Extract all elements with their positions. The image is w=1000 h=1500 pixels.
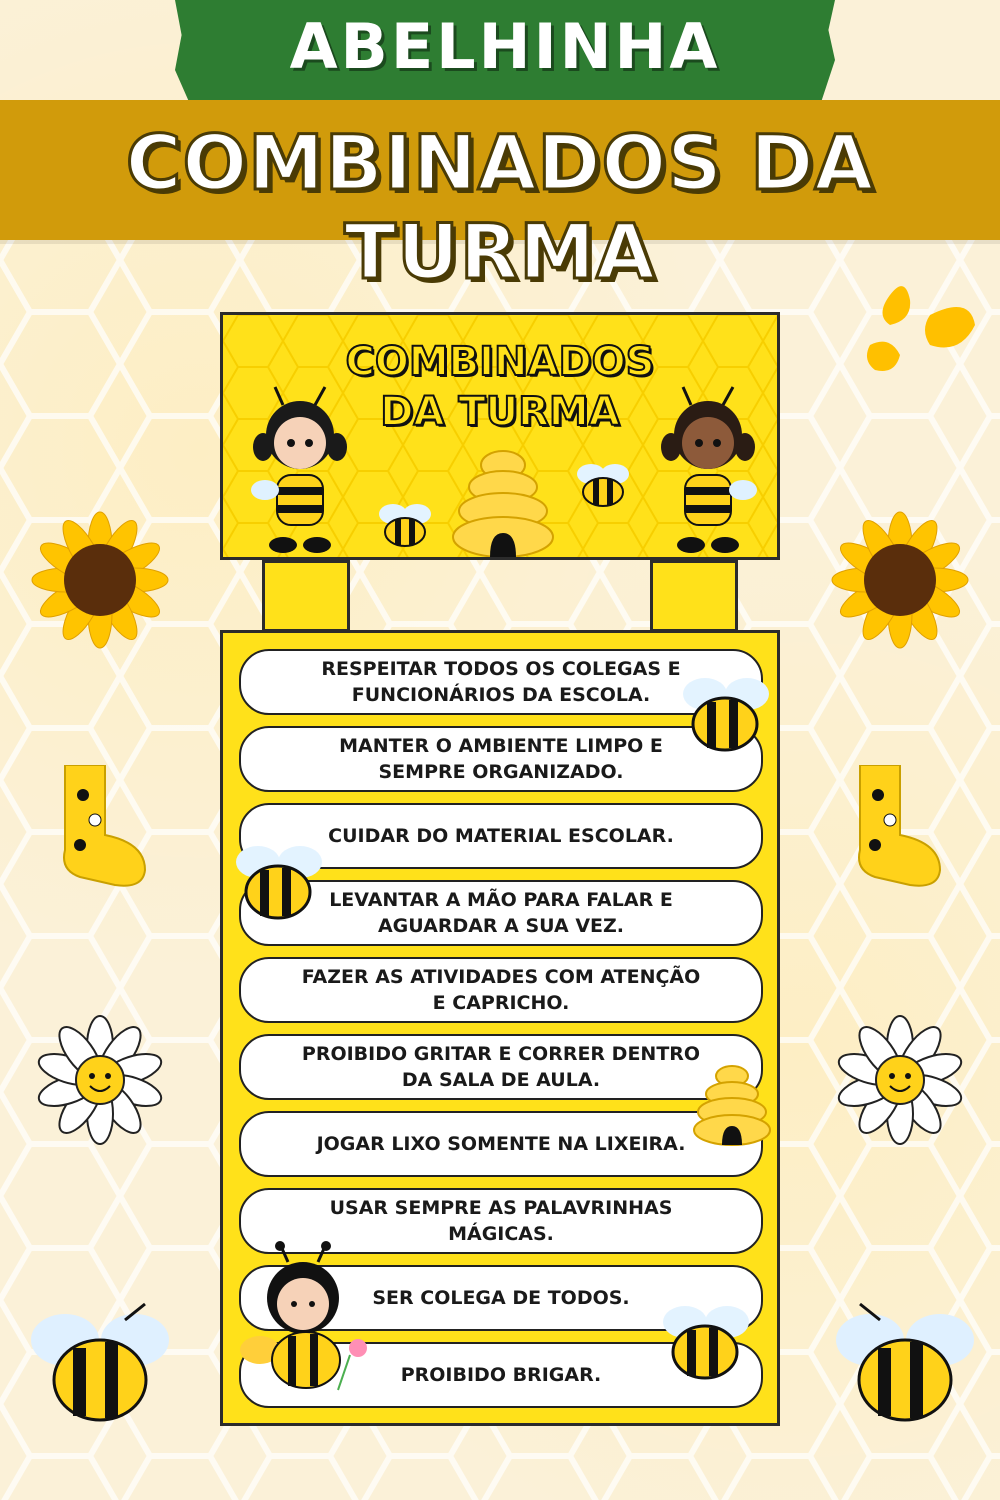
rule-text: JOGAR LIXO SOMENTE NA LIXEIRA. [316, 1133, 686, 1155]
bee-icon [675, 672, 775, 757]
sunflower-icon [830, 510, 970, 650]
bee-icon [830, 1300, 980, 1430]
sock-icon [850, 765, 945, 890]
bee-icon [655, 1300, 755, 1385]
main-title: COMBINADOS DA TURMA [125, 118, 875, 296]
bee-icon [25, 1300, 175, 1430]
top-title: ABELHINHA [289, 10, 721, 83]
rule-text: RESPEITAR TODOS OS COLEGAS E FUNCIONÁRIOS DA ESCOLA. [321, 658, 681, 706]
rule-item [239, 1111, 763, 1177]
rule-text: PROIBIDO GRITAR E CORRER DENTRO DA SALA DE AULA. [301, 1043, 701, 1091]
rule-item [239, 957, 763, 1023]
bee-icon [228, 840, 328, 925]
board-title-line2: DA TURMA [380, 389, 620, 435]
rule-text: LEVANTAR A MÃO PARA FALAR E AGUARDAR A SUA VEZ. [329, 889, 673, 937]
board-post-right [650, 560, 738, 632]
honey-drop-icon [850, 275, 980, 385]
rule-text: USAR SEMPRE AS PALAVRINHAS MÁGICAS. [329, 1197, 673, 1245]
board-post-left [262, 560, 350, 632]
bee-icon [573, 460, 633, 510]
sock-icon [55, 765, 150, 890]
bee-girl-icon [245, 385, 355, 555]
rule-text: PROIBIDO BRIGAR. [400, 1364, 602, 1386]
sunflower-icon [30, 510, 170, 650]
beehive-icon [448, 445, 558, 560]
board-title-line1: COMBINADOS [345, 339, 655, 385]
board-header [220, 312, 780, 560]
bee-girl-icon [653, 385, 763, 555]
rule-text: SER COLEGA DE TODOS. [372, 1287, 630, 1309]
bee-icon [375, 500, 435, 550]
rule-text: CUIDAR DO MATERIAL ESCOLAR. [328, 825, 674, 847]
rule-text: FAZER AS ATIVIDADES COM ATENÇÃO E CAPRICHO. [301, 966, 701, 1014]
daisy-icon [830, 1010, 970, 1150]
beehive-icon [690, 1062, 774, 1146]
rule-item [239, 1034, 763, 1100]
daisy-icon [30, 1010, 170, 1150]
rule-text: MANTER O AMBIENTE LIMPO E SEMPRE ORGANIZADO. [339, 735, 663, 783]
bee-girl-icon [238, 1240, 378, 1420]
